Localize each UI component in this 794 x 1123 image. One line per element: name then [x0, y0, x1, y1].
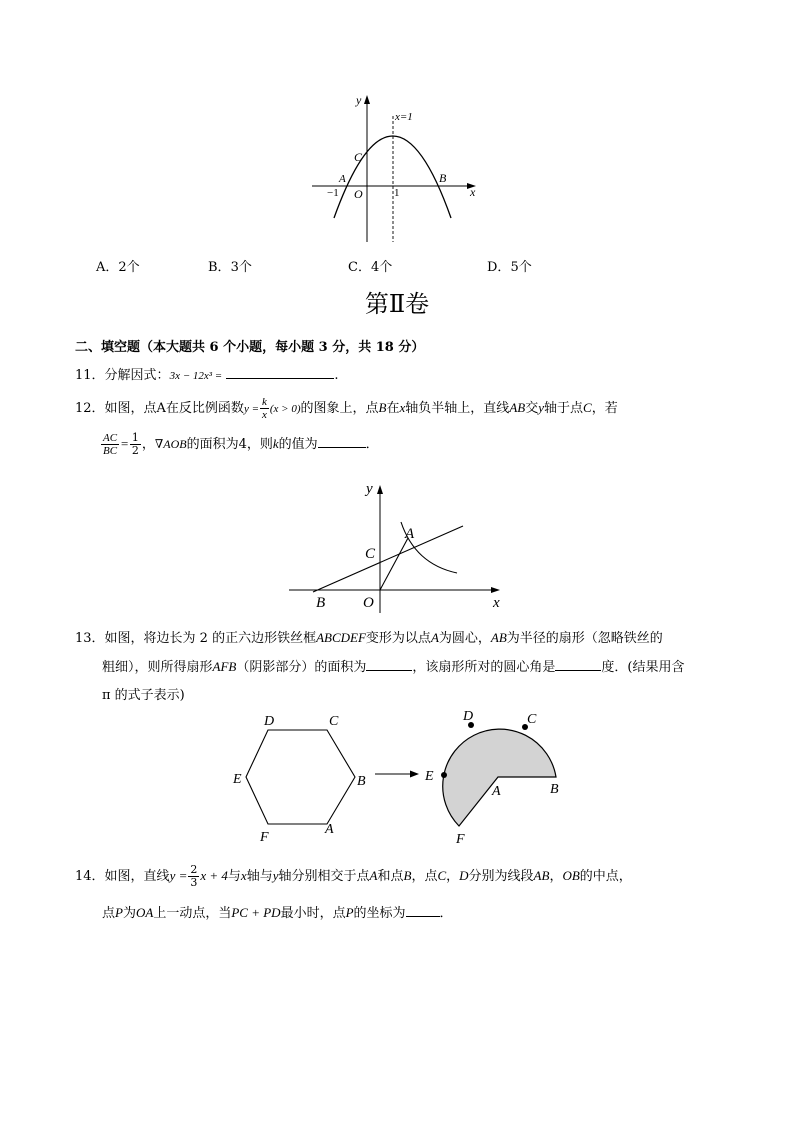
sector-b-label: B — [550, 782, 559, 797]
question-13-line-2: 粗细），则所得扇形AFB（阴影部分）的面积为 ，该扇形所对的圆心角是 度．(结果用含 — [102, 659, 685, 675]
question-14-line-1: 14．如图，直线y = $\frac{2}{3}$ x + 4与x轴与y轴分别相交于点A和点B，点C，D分别为线段AB，OB的中点， — [75, 863, 632, 889]
volume-title: 第Ⅱ卷 — [364, 290, 430, 318]
hexagon-to-sector-figure — [225, 705, 575, 850]
point-b-label: B — [439, 171, 447, 185]
fraction-two-thirds: $\frac{2}{3}$ — [190, 863, 198, 889]
hex-e-label: E — [233, 772, 242, 787]
question-11: 11．分解因式：3x − 12x³ = . — [75, 368, 339, 383]
sector-e-label: E — [425, 769, 434, 784]
option-b: B．3个 — [208, 260, 252, 275]
hex-d-label: D — [264, 714, 275, 729]
fraction-ac-over-bc: $\frac{AC}{BC}$ — [103, 432, 118, 457]
option-a: A．2个 — [96, 260, 140, 275]
parabola-figure — [310, 90, 485, 250]
sector-f-label: F — [456, 832, 465, 847]
question-13-line-1: 13．如图，将边长为 2 的正六边形铁丝框ABCDEF变形为以点A为圆心，AB为半径的扇形（忽略铁丝的 — [75, 630, 663, 646]
origin-label: O — [354, 187, 363, 201]
hex-a-label: A — [325, 822, 334, 837]
tick-neg1-label: −1 — [327, 187, 339, 199]
y-axis-label: y — [356, 93, 362, 107]
sector-c-label: C — [527, 712, 537, 727]
origin-label: O — [363, 595, 374, 611]
section-2-header: 二、填空题（本大题共 6 个小题，每小题 3 分，共 18 分） — [75, 340, 425, 355]
answer-blank-12[interactable] — [318, 435, 366, 448]
fraction-one-half: $\frac{1}{2}$ — [131, 431, 139, 457]
point-a-label: A — [339, 173, 346, 185]
option-d: D．5个 — [487, 260, 532, 275]
fraction-k-over-x: $\frac{k}{x}$ — [262, 396, 267, 421]
hyperbola-figure — [285, 478, 510, 613]
tick-1-label: 1 — [394, 187, 400, 199]
question-12-line-1: 12．如图，点A在反比例函数y = $\frac{k}{x}$ (x > 0)的图象上，点B在x轴负半轴上，直线AB交y轴于点C，若 — [75, 396, 618, 421]
x-axis-label: x — [470, 185, 476, 199]
x-axis-label: x — [493, 595, 500, 611]
y-axis-label: y — [366, 481, 373, 497]
answer-blank-14[interactable] — [406, 904, 440, 917]
option-c: C．4个 — [348, 260, 393, 275]
hex-f-label: F — [260, 830, 269, 845]
hex-b-label: B — [357, 774, 366, 789]
point-a-label: A — [405, 526, 415, 542]
question-13-line-3: π 的式子表示) — [102, 688, 185, 703]
symmetry-axis-label: x=1 — [395, 111, 413, 123]
answer-blank-13b[interactable] — [555, 658, 601, 671]
question-14-line-2: 点P为OA上一动点，当PC + PD最小时，点P的坐标为 ． — [102, 905, 453, 921]
sector-d-label: D — [463, 709, 474, 724]
question-12-line-2: $\frac{AC}{BC}$ = $\frac{1}{2}$ ，∇AOB的面积为4，则k的值为 ． — [103, 431, 379, 457]
point-c-label: C — [354, 150, 363, 164]
hex-c-label: C — [329, 714, 339, 729]
answer-blank-11[interactable] — [226, 366, 334, 379]
sector-a-label: A — [492, 784, 501, 799]
point-b-label: B — [316, 595, 326, 611]
point-c-label: C — [365, 546, 376, 562]
answer-blank-13a[interactable] — [366, 658, 412, 671]
